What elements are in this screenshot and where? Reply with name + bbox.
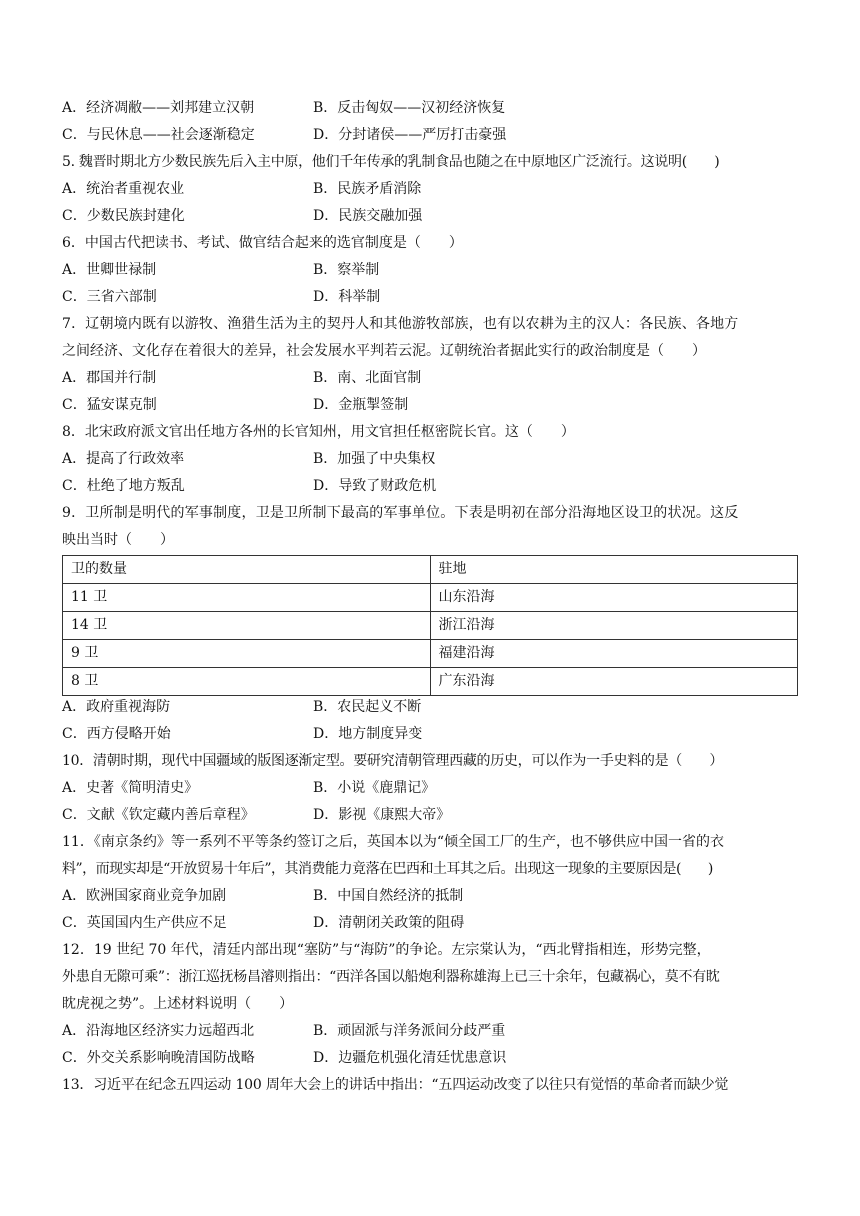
q7-option-a[interactable]: A．郡国并行制: [62, 370, 157, 386]
table-cell: 14 卫: [63, 612, 431, 640]
q8-option-d[interactable]: D．导致了财政危机: [313, 478, 437, 494]
q7-stem-line1: 7．辽朝境内既有以游牧、渔猎生活为主的契丹人和其他游牧部族，也有以农耕为主的汉人：各民族、各地方: [62, 316, 739, 332]
table-row: [63, 584, 798, 612]
q4-option-a[interactable]: A．经济凋敝——刘邦建立汉朝: [62, 100, 255, 116]
q7-option-b[interactable]: B．南、北面官制: [313, 370, 422, 386]
table-cell: 福建沿海: [430, 640, 798, 668]
q4-option-d[interactable]: D．分封诸侯——严厉打击豪强: [313, 127, 507, 143]
table-cell: 8 卫: [63, 668, 431, 696]
table-row: [63, 640, 798, 668]
q11-option-a[interactable]: A．欧洲国家商业竞争加剧: [62, 888, 227, 904]
q5-stem: 5. 魏晋时期北方少数民族先后入主中原，他们千年传承的乳制食品也随之在中原地区广泛流行。这说明( ): [62, 154, 720, 170]
q12-stem-line2: 外患自无隙可乘”：浙江巡抚杨昌濬则指出：“西洋各国以船炮利器称雄海上已三十余年，包藏祸心，莫不有眈: [62, 969, 720, 985]
q8-option-a[interactable]: A．提高了行政效率: [62, 451, 185, 467]
q11-option-b[interactable]: B．中国自然经济的抵制: [313, 888, 464, 904]
q10-option-c[interactable]: C．文献《钦定藏内善后章程》: [62, 807, 255, 823]
q12-option-d[interactable]: D．边疆危机强化清廷忧患意识: [313, 1050, 507, 1066]
q4-option-b[interactable]: B．反击匈奴——汉初经济恢复: [313, 100, 506, 116]
q6-option-c[interactable]: C．三省六部制: [62, 289, 157, 305]
q10-option-a[interactable]: A．史著《简明清史》: [62, 780, 199, 796]
table-cell: 11 卫: [63, 584, 431, 612]
q13-stem: 13．习近平在纪念五四运动 100 周年大会上的讲话中指出：“五四运动改变了以往只有觉悟的革命者而缺少觉: [62, 1077, 729, 1093]
table-header-count: 卫的数量: [63, 556, 431, 584]
q11-stem-line2: 料”，而现实却是“开放贸易十年后”，其消费能力竟落在巴西和土耳其之后。出现这一现象的主要原因是( ): [62, 861, 713, 877]
q12-stem-line1: 12．19 世纪 70 年代，清廷内部出现“塞防”与“海防”的争论。左宗棠认为，“西北臂指相连，形势完整，: [62, 942, 711, 958]
q9-stem-line2: 映出当时（ ）: [62, 532, 174, 548]
q12-option-a[interactable]: A．沿海地区经济实力远超西北: [62, 1023, 255, 1039]
q11-stem-line1: 11．《南京条约》等一系列不平等条约签订之后，英国本以为“倾全国工厂的生产，也不够供应中国一省的衣: [62, 834, 724, 850]
q5-option-c[interactable]: C．少数民族封建化: [62, 208, 185, 224]
q8-stem: 8．北宋政府派文官出任地方各州的长官知州，用文官担任枢密院长官。这（ ）: [62, 424, 575, 440]
q7-option-d[interactable]: D．金瓶掣签制: [313, 397, 409, 413]
table-row: [63, 668, 798, 696]
table-cell: 山东沿海: [430, 584, 798, 612]
table-cell: 浙江沿海: [430, 612, 798, 640]
q12-option-b[interactable]: B．顽固派与洋务派间分歧严重: [313, 1023, 506, 1039]
q6-option-a[interactable]: A．世卿世禄制: [62, 262, 157, 278]
q10-option-b[interactable]: B．小说《鹿鼎记》: [313, 780, 436, 796]
q9-stem-line1: 9．卫所制是明代的军事制度，卫是卫所制下最高的军事单位。下表是明初在部分沿海地区设卫的状况。这反: [62, 505, 739, 521]
q4-option-c[interactable]: C．与民休息——社会逐渐稳定: [62, 127, 255, 143]
table-cell: 9 卫: [63, 640, 431, 668]
q6-option-d[interactable]: D．科举制: [313, 289, 381, 305]
q8-option-b[interactable]: B．加强了中央集权: [313, 451, 436, 467]
q7-stem-line2: 之间经济、文化存在着很大的差异，社会发展水平判若云泥。辽朝统治者据此实行的政治制度是（ ）: [62, 343, 706, 359]
q11-option-d[interactable]: D．清朝闭关政策的阻碍: [313, 915, 465, 931]
q5-option-a[interactable]: A．统治者重视农业: [62, 181, 185, 197]
q9-option-a[interactable]: A．政府重视海防: [62, 699, 171, 715]
q6-option-b[interactable]: B．察举制: [313, 262, 380, 278]
garrison-table: [62, 555, 798, 696]
q11-option-c[interactable]: C．英国国内生产供应不足: [62, 915, 227, 931]
q5-option-b[interactable]: B．民族矛盾消除: [313, 181, 422, 197]
table-header-row: [63, 556, 798, 584]
q6-stem: 6．中国古代把读书、考试、做官结合起来的选官制度是（ ）: [62, 235, 463, 251]
q8-option-c[interactable]: C．杜绝了地方叛乱: [62, 478, 185, 494]
q12-option-c[interactable]: C．外交关系影响晚清国防战略: [62, 1050, 255, 1066]
q9-option-b[interactable]: B．农民起义不断: [313, 699, 422, 715]
q7-option-c[interactable]: C．猛安谋克制: [62, 397, 157, 413]
q9-option-d[interactable]: D．地方制度异变: [313, 726, 423, 742]
q12-stem-line3: 眈虎视之势”。上述材料说明（ ）: [62, 996, 294, 1012]
q5-option-d[interactable]: D．民族交融加强: [313, 208, 423, 224]
q10-option-d[interactable]: D．影视《康熙大帝》: [313, 807, 451, 823]
table-cell: 广东沿海: [430, 668, 798, 696]
table-row: [63, 612, 798, 640]
table-header-location: 驻地: [430, 556, 798, 584]
q9-option-c[interactable]: C．西方侵略开始: [62, 726, 171, 742]
q10-stem: 10．清朝时期，现代中国疆域的版图逐渐定型。要研究清朝管理西藏的历史，可以作为一手史料的是（ ）: [62, 753, 724, 769]
